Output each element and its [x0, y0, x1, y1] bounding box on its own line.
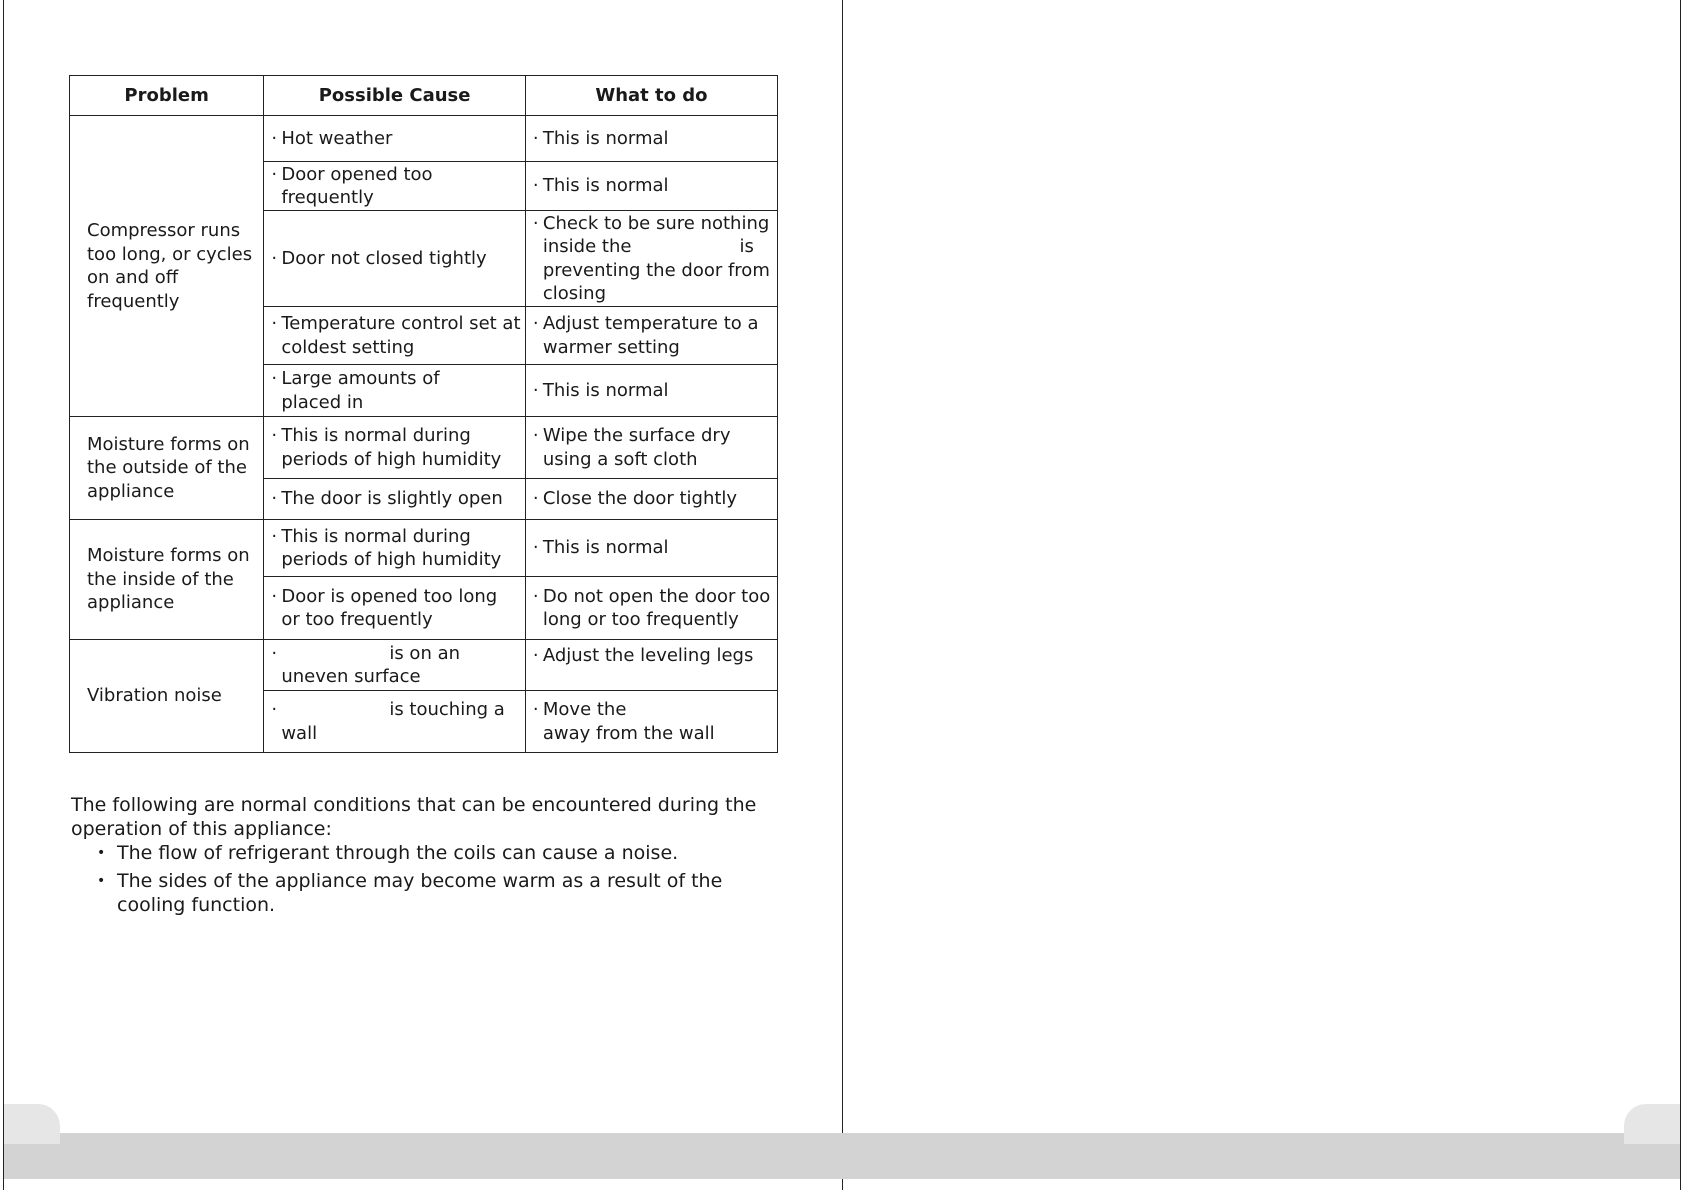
cause-cell: · The door is slightly open: [264, 479, 526, 520]
table-row: [70, 520, 778, 577]
footer-band: [4, 1133, 1680, 1179]
todo-cell: · This is normal: [525, 116, 777, 162]
header-what-to-do: What to do: [525, 76, 777, 116]
cause-cell: · Temperature control set at coldest setting: [264, 307, 526, 365]
cause-cell: · Large amounts of placed in: [264, 365, 526, 417]
troubleshooting-table: [69, 75, 778, 753]
table-row: [70, 417, 778, 479]
normal-conditions-notes: [71, 793, 791, 917]
todo-cell: · Close the door tightly: [525, 479, 777, 520]
cause-cell: · is touching a wall: [264, 691, 526, 753]
todo-cell: · Wipe the surface dry using a soft cloth: [525, 417, 777, 479]
cause-cell: · Hot weather: [264, 116, 526, 162]
todo-cell: · This is normal: [525, 162, 777, 211]
cause-cell: · Door not closed tightly: [264, 211, 526, 307]
page-left-edge: [3, 0, 4, 1190]
table-row: [70, 116, 778, 162]
cause-cell: · This is normal during periods of high humidity: [264, 417, 526, 479]
todo-cell: · Adjust the leveling legs: [525, 640, 777, 691]
problem-cell: Compressor runs too long, or cycles on and off frequently: [70, 116, 264, 417]
page-spine-divider: [842, 0, 843, 1190]
page-right-edge: [1680, 0, 1681, 1190]
todo-cell: · This is normal: [525, 520, 777, 577]
problem-cell: Vibration noise: [70, 640, 264, 753]
cause-cell: · This is normal during periods of high humidity: [264, 520, 526, 577]
header-problem: Problem: [70, 76, 264, 116]
todo-cell: · This is normal: [525, 365, 777, 417]
cause-cell: · Door is opened too long or too frequently: [264, 577, 526, 640]
list-item: • The flow of refrigerant through the coils can cause a noise.: [97, 842, 679, 864]
footer-tab-right: [1624, 1104, 1680, 1144]
problem-cell: Moisture forms on the outside of the appliance: [70, 417, 264, 520]
cause-cell: · is on an uneven surface: [264, 640, 526, 691]
todo-cell: · Adjust temperature to a warmer setting: [525, 307, 777, 365]
notes-list: [71, 841, 791, 917]
footer-tab-left: [4, 1104, 60, 1144]
cause-cell: · Door opened too frequently: [264, 162, 526, 211]
list-item: • The sides of the appliance may become warm as a result of the cooling function.: [97, 870, 723, 916]
todo-cell: · Move theaway from the wall: [525, 691, 777, 753]
table-row: [70, 640, 778, 691]
table-header-row: [70, 76, 778, 116]
todo-cell: · Do not open the door too long or too frequently: [525, 577, 777, 640]
bullet-icon: •: [97, 873, 106, 889]
header-possible-cause: Possible Cause: [264, 76, 526, 116]
notes-intro: The following are normal conditions that can be encountered during the operation of this appliance:: [71, 794, 757, 840]
bullet-icon: •: [97, 845, 106, 861]
problem-cell: Moisture forms on the inside of the appliance: [70, 520, 264, 640]
todo-cell: · Check to be sure nothing inside the is preventing the door from closing: [525, 211, 777, 307]
